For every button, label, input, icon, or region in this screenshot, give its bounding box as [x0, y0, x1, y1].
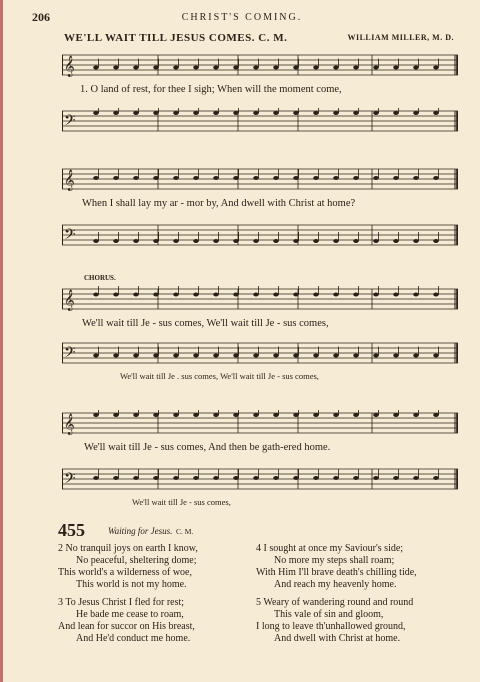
chorus-lyric: We'll wait till Je - sus comes, We'll wait till Je - sus comes, [82, 318, 329, 329]
note-head [353, 354, 359, 358]
note-head [93, 476, 99, 480]
note-head [313, 176, 319, 180]
hymn-subtitle: Waiting for Jesus. [108, 526, 173, 536]
note-head [313, 66, 319, 70]
note-head [413, 354, 419, 358]
note-head [293, 413, 299, 417]
chorus-lyric: We'll wait till Je - sus comes, And then be gath-ered home. [84, 442, 331, 453]
note-head [293, 66, 299, 70]
stanza-4 [256, 543, 417, 591]
svg-text:𝄢: 𝄢 [64, 344, 76, 365]
note-head [293, 176, 299, 180]
treble-staff [62, 166, 458, 192]
stanza-line: This vale of sin and gloom, [274, 609, 384, 620]
note-head [353, 476, 359, 480]
note-head [393, 66, 399, 70]
note-head [413, 111, 419, 115]
note-head [373, 176, 379, 180]
running-head: CHRIST'S COMING. [181, 12, 303, 23]
note-head [133, 413, 139, 417]
bass-staff [62, 108, 458, 134]
note-head [313, 111, 319, 115]
svg-text:𝄞: 𝄞 [64, 414, 75, 435]
note-head [113, 293, 119, 297]
stanza-line: And lean for succor on His breast, [58, 621, 195, 632]
note-head [373, 111, 379, 115]
note-head [133, 111, 139, 115]
song-title-line [64, 32, 454, 46]
note-head [173, 111, 179, 115]
note-head [353, 176, 359, 180]
note-head [193, 66, 199, 70]
note-head [133, 354, 139, 358]
note-head [233, 239, 239, 243]
note-head [113, 66, 119, 70]
note-head [433, 66, 439, 70]
stanza-line: 3 To Jesus Christ I fled for rest; [58, 597, 185, 608]
note-head [93, 66, 99, 70]
stanza-line: I long to leave th'unhallowed ground, [256, 621, 406, 632]
note-head [253, 413, 259, 417]
note-head [393, 293, 399, 297]
note-head [273, 413, 279, 417]
composer: WILLIAM MILLER, M. D. [347, 33, 454, 42]
page-spine [0, 0, 3, 682]
music-system-1 [62, 48, 458, 148]
bass-lyric: We'll wait till Je . sus comes, We'll wait till Je - sus comes, [120, 371, 319, 381]
note-head [293, 111, 299, 115]
note-head [273, 239, 279, 243]
stanza-line: 2 No tranquil joys on earth I know, [58, 543, 198, 554]
note-head [233, 176, 239, 180]
note-head [253, 354, 259, 358]
note-head [373, 239, 379, 243]
note-head [233, 293, 239, 297]
svg-text:𝄞: 𝄞 [64, 170, 75, 191]
note-head [393, 413, 399, 417]
note-head [253, 66, 259, 70]
svg-text:𝄢: 𝄢 [64, 226, 76, 247]
music-system-4 [62, 402, 458, 514]
note-head [173, 354, 179, 358]
note-head [93, 293, 99, 297]
note-head [273, 66, 279, 70]
note-head [153, 176, 159, 180]
bass-staff [62, 340, 458, 366]
note-head [253, 476, 259, 480]
verse-lyric: When I shall lay my ar - mor by, And dwell with Christ at home? [82, 198, 356, 209]
note-head [333, 66, 339, 70]
note-head [313, 293, 319, 297]
note-head [93, 176, 99, 180]
stanza-line: No peaceful, sheltering dome; [76, 555, 197, 566]
note-head [173, 413, 179, 417]
svg-text:𝄢: 𝄢 [64, 112, 76, 133]
hymn-heading [58, 520, 458, 540]
note-head [433, 239, 439, 243]
note-head [173, 239, 179, 243]
note-head [193, 111, 199, 115]
note-head [213, 413, 219, 417]
note-head [433, 111, 439, 115]
note-head [413, 293, 419, 297]
note-head [213, 293, 219, 297]
note-head [293, 354, 299, 358]
page-header [32, 10, 452, 24]
bass-lyric: We'll wait till Je - sus comes, [132, 497, 231, 507]
stanza-line: He bade me cease to roam, [76, 609, 184, 620]
note-head [333, 176, 339, 180]
note-head [153, 354, 159, 358]
note-head [153, 476, 159, 480]
note-head [93, 239, 99, 243]
note-head [193, 293, 199, 297]
note-head [313, 354, 319, 358]
note-head [213, 476, 219, 480]
note-head [373, 293, 379, 297]
note-head [393, 176, 399, 180]
note-head [113, 354, 119, 358]
note-head [293, 239, 299, 243]
note-head [293, 476, 299, 480]
note-head [133, 66, 139, 70]
note-head [133, 239, 139, 243]
note-head [393, 111, 399, 115]
note-head [153, 413, 159, 417]
note-head [373, 413, 379, 417]
note-head [353, 413, 359, 417]
note-head [393, 354, 399, 358]
stanza-line: And dwell with Christ at home. [274, 633, 401, 644]
chorus-label: CHORUS. [84, 274, 116, 282]
note-head [233, 354, 239, 358]
hymn-meter: C. M. [176, 527, 194, 536]
note-head [293, 293, 299, 297]
note-head [213, 111, 219, 115]
note-head [233, 66, 239, 70]
note-head [433, 413, 439, 417]
song-title: WE'LL WAIT TILL JESUS COMES. C. M. [64, 32, 288, 44]
note-head [393, 476, 399, 480]
note-head [173, 476, 179, 480]
note-head [153, 293, 159, 297]
note-head [333, 293, 339, 297]
note-head [93, 354, 99, 358]
stanza-line: No more my steps shall roam; [274, 555, 395, 566]
note-head [253, 176, 259, 180]
stanza-line: This world is not my home. [76, 579, 187, 590]
svg-text:𝄞: 𝄞 [64, 56, 75, 77]
note-head [193, 476, 199, 480]
stanza-2 [58, 543, 198, 591]
note-head [353, 111, 359, 115]
note-head [233, 476, 239, 480]
note-head [93, 111, 99, 115]
note-head [133, 476, 139, 480]
stanza-line: And He'd conduct me home. [76, 633, 191, 644]
note-head [313, 476, 319, 480]
note-head [353, 293, 359, 297]
bass-staff [62, 466, 458, 492]
note-head [413, 176, 419, 180]
note-head [153, 66, 159, 70]
note-head [93, 413, 99, 417]
note-head [333, 354, 339, 358]
stanza-line: 4 I sought at once my Saviour's side; [256, 543, 404, 554]
music-system-3 [62, 276, 458, 386]
note-head [133, 293, 139, 297]
note-head [373, 66, 379, 70]
music-system-2 [62, 162, 458, 262]
note-head [113, 476, 119, 480]
note-head [253, 239, 259, 243]
note-head [213, 354, 219, 358]
note-head [213, 66, 219, 70]
note-head [433, 354, 439, 358]
note-head [333, 239, 339, 243]
treble-staff [62, 410, 458, 436]
note-head [373, 354, 379, 358]
note-head [273, 354, 279, 358]
note-head [433, 176, 439, 180]
note-head [273, 111, 279, 115]
note-head [233, 413, 239, 417]
note-head [193, 176, 199, 180]
note-head [413, 66, 419, 70]
note-head [433, 476, 439, 480]
note-head [133, 176, 139, 180]
stanza-line: With Him I'll brave death's chilling tide, [256, 567, 417, 578]
note-head [433, 293, 439, 297]
note-head [113, 111, 119, 115]
note-head [313, 239, 319, 243]
note-head [113, 239, 119, 243]
note-head [193, 413, 199, 417]
note-head [193, 354, 199, 358]
svg-text:𝄢: 𝄢 [64, 470, 76, 491]
note-head [153, 239, 159, 243]
note-head [393, 239, 399, 243]
stanza-line: And reach my heavenly home. [274, 579, 397, 590]
note-head [333, 413, 339, 417]
svg-text:𝄞: 𝄞 [64, 290, 75, 311]
note-head [333, 111, 339, 115]
treble-staff [62, 52, 458, 78]
note-head [273, 176, 279, 180]
note-head [213, 239, 219, 243]
note-head [173, 293, 179, 297]
stanza-3 [58, 597, 195, 645]
note-head [373, 476, 379, 480]
note-head [153, 111, 159, 115]
note-head [353, 239, 359, 243]
stanza-line: This world's a wilderness of woe, [58, 567, 192, 578]
note-head [253, 111, 259, 115]
note-head [413, 239, 419, 243]
note-head [113, 413, 119, 417]
note-head [213, 176, 219, 180]
treble-staff [62, 286, 458, 312]
note-head [313, 413, 319, 417]
note-head [273, 476, 279, 480]
note-head [353, 66, 359, 70]
hymn-number: 455 [58, 520, 85, 540]
note-head [273, 293, 279, 297]
note-head [333, 476, 339, 480]
verse-lyric: 1. O land of rest, for thee I sigh; When will the moment come, [80, 84, 342, 95]
note-head [253, 293, 259, 297]
stanza-line: 5 Weary of wandering round and round [256, 597, 414, 608]
note-head [113, 176, 119, 180]
note-head [193, 239, 199, 243]
note-head [413, 476, 419, 480]
note-head [173, 66, 179, 70]
note-head [173, 176, 179, 180]
note-head [233, 111, 239, 115]
bass-staff [62, 222, 458, 248]
stanza-5 [256, 597, 413, 645]
page-number: 206 [32, 10, 50, 24]
note-head [413, 413, 419, 417]
